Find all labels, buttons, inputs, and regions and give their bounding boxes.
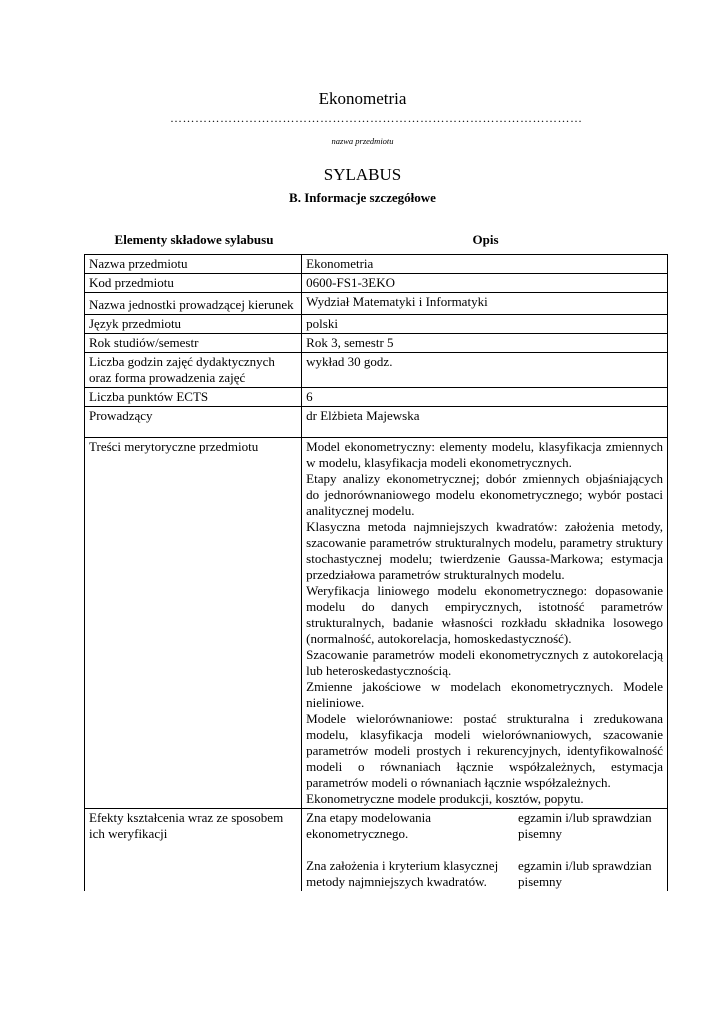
subject-caption: nazwa przedmiotu bbox=[331, 136, 394, 146]
content-paragraph: Ekonometryczne modele produkcji, kosztów, popytu. bbox=[306, 791, 584, 806]
column-header-description: Opis bbox=[472, 232, 499, 247]
content-paragraph: Zmienne jakościowe w modelach ekonometrycznych. Modele nieliniowe. bbox=[306, 679, 663, 710]
row-key: Nazwa przedmiotu bbox=[85, 255, 302, 274]
effects-row bbox=[85, 809, 668, 892]
row-value: Ekonometria bbox=[302, 255, 668, 274]
content-paragraph: Szacowanie parametrów modeli ekonometrycznych z autokorelacją lub heteroskedastycznością. bbox=[306, 647, 663, 678]
effects-key: Efekty kształcenia wraz ze sposobem ich weryfikacji bbox=[85, 809, 302, 892]
row-key: Język przedmiotu bbox=[85, 315, 302, 334]
row-key: Kod przedmiotu bbox=[85, 274, 302, 293]
row-key: Rok studiów/semestr bbox=[85, 334, 302, 353]
table-row bbox=[85, 334, 668, 353]
row-value: dr Elżbieta Majewska bbox=[302, 407, 668, 438]
row-key: Liczba punktów ECTS bbox=[85, 388, 302, 407]
row-key: Liczba godzin zajęć dydaktycznych oraz forma prowadzenia zajęć bbox=[85, 353, 302, 388]
section-title: B. Informacje szczegółowe bbox=[289, 190, 436, 205]
table-row bbox=[85, 315, 668, 334]
column-header-elements: Elementy składowe sylabusu bbox=[114, 232, 274, 247]
row-value: 6 bbox=[302, 388, 668, 407]
row-value: Rok 3, semestr 5 bbox=[302, 334, 668, 353]
effect-description: Zna założenia i kryterium klasycznej metody najmniejszych kwadratów. bbox=[306, 858, 499, 889]
table-row bbox=[85, 353, 668, 388]
content-paragraph: Etapy analizy ekonometrycznej; dobór zmiennych objaśniających do jednorównaniowego modelu ekonometrycznego; wybór postaci analitycznej modelu. bbox=[306, 471, 663, 518]
content-key: Treści merytoryczne przedmiotu bbox=[85, 438, 302, 809]
table-row bbox=[85, 407, 668, 438]
table-row bbox=[85, 255, 668, 274]
syllabus-table bbox=[84, 254, 668, 891]
row-value: polski bbox=[302, 315, 668, 334]
effect-item bbox=[306, 810, 663, 842]
table-row bbox=[85, 293, 668, 315]
content-paragraph: Klasyczna metoda najmniejszych kwadratów: założenia metody, szacowanie parametrów strukturalnych modelu, parametry struktury stochastycznej modelu; twierdzenie Gaussa-Markowa; estymacja przedziałowa parametrów strukturalnych modelu. bbox=[306, 519, 663, 582]
row-value: Wydział Matematyki i Informatyki bbox=[302, 293, 668, 315]
row-value: wykład 30 godz. bbox=[302, 353, 668, 388]
subject-dotted-line: ……………………………………………………………………………………… bbox=[170, 112, 583, 125]
subject-title: Ekonometria bbox=[318, 89, 407, 108]
content-paragraph: Model ekonometryczny: elementy modelu, klasyfikacja zmiennych w modelu, klasyfikacja modeli ekonometrycznych. bbox=[306, 439, 663, 470]
content-description bbox=[302, 438, 668, 809]
effects-list bbox=[302, 809, 668, 892]
content-row bbox=[85, 438, 668, 809]
effect-verification: egzamin i/lub sprawdzian pisemny bbox=[518, 858, 652, 889]
table-row bbox=[85, 274, 668, 293]
table-row bbox=[85, 388, 668, 407]
content-paragraph: Weryfikacja liniowego modelu ekonometrycznego: dopasowanie modelu do danych empirycznych, istotność parametrów strukturalnych, badanie własności rozkładu składnika losowego (normalność, autokorelacja, homoskedastyczność). bbox=[306, 583, 663, 646]
effect-verification: egzamin i/lub sprawdzian pisemny bbox=[518, 810, 652, 841]
row-value: 0600-FS1-3EKO bbox=[302, 274, 668, 293]
content-paragraph: Modele wielorównaniowe: postać strukturalna i zredukowana modelu, klasyfikacja modeli wielorównaniowych, szacowanie parametrów modeli prostych i rekurencyjnych, identyfikowalność modeli o równaniach łącznie współzależnych, estymacja parametrów modeli o równaniach łącznie współzależnych. bbox=[306, 711, 663, 790]
row-key: Nazwa jednostki prowadzącej kierunek bbox=[85, 293, 302, 315]
document-title: SYLABUS bbox=[323, 165, 402, 184]
effect-item bbox=[306, 858, 663, 890]
row-key: Prowadzący bbox=[85, 407, 302, 438]
effect-description: Zna etapy modelowania ekonometrycznego. bbox=[306, 810, 432, 841]
